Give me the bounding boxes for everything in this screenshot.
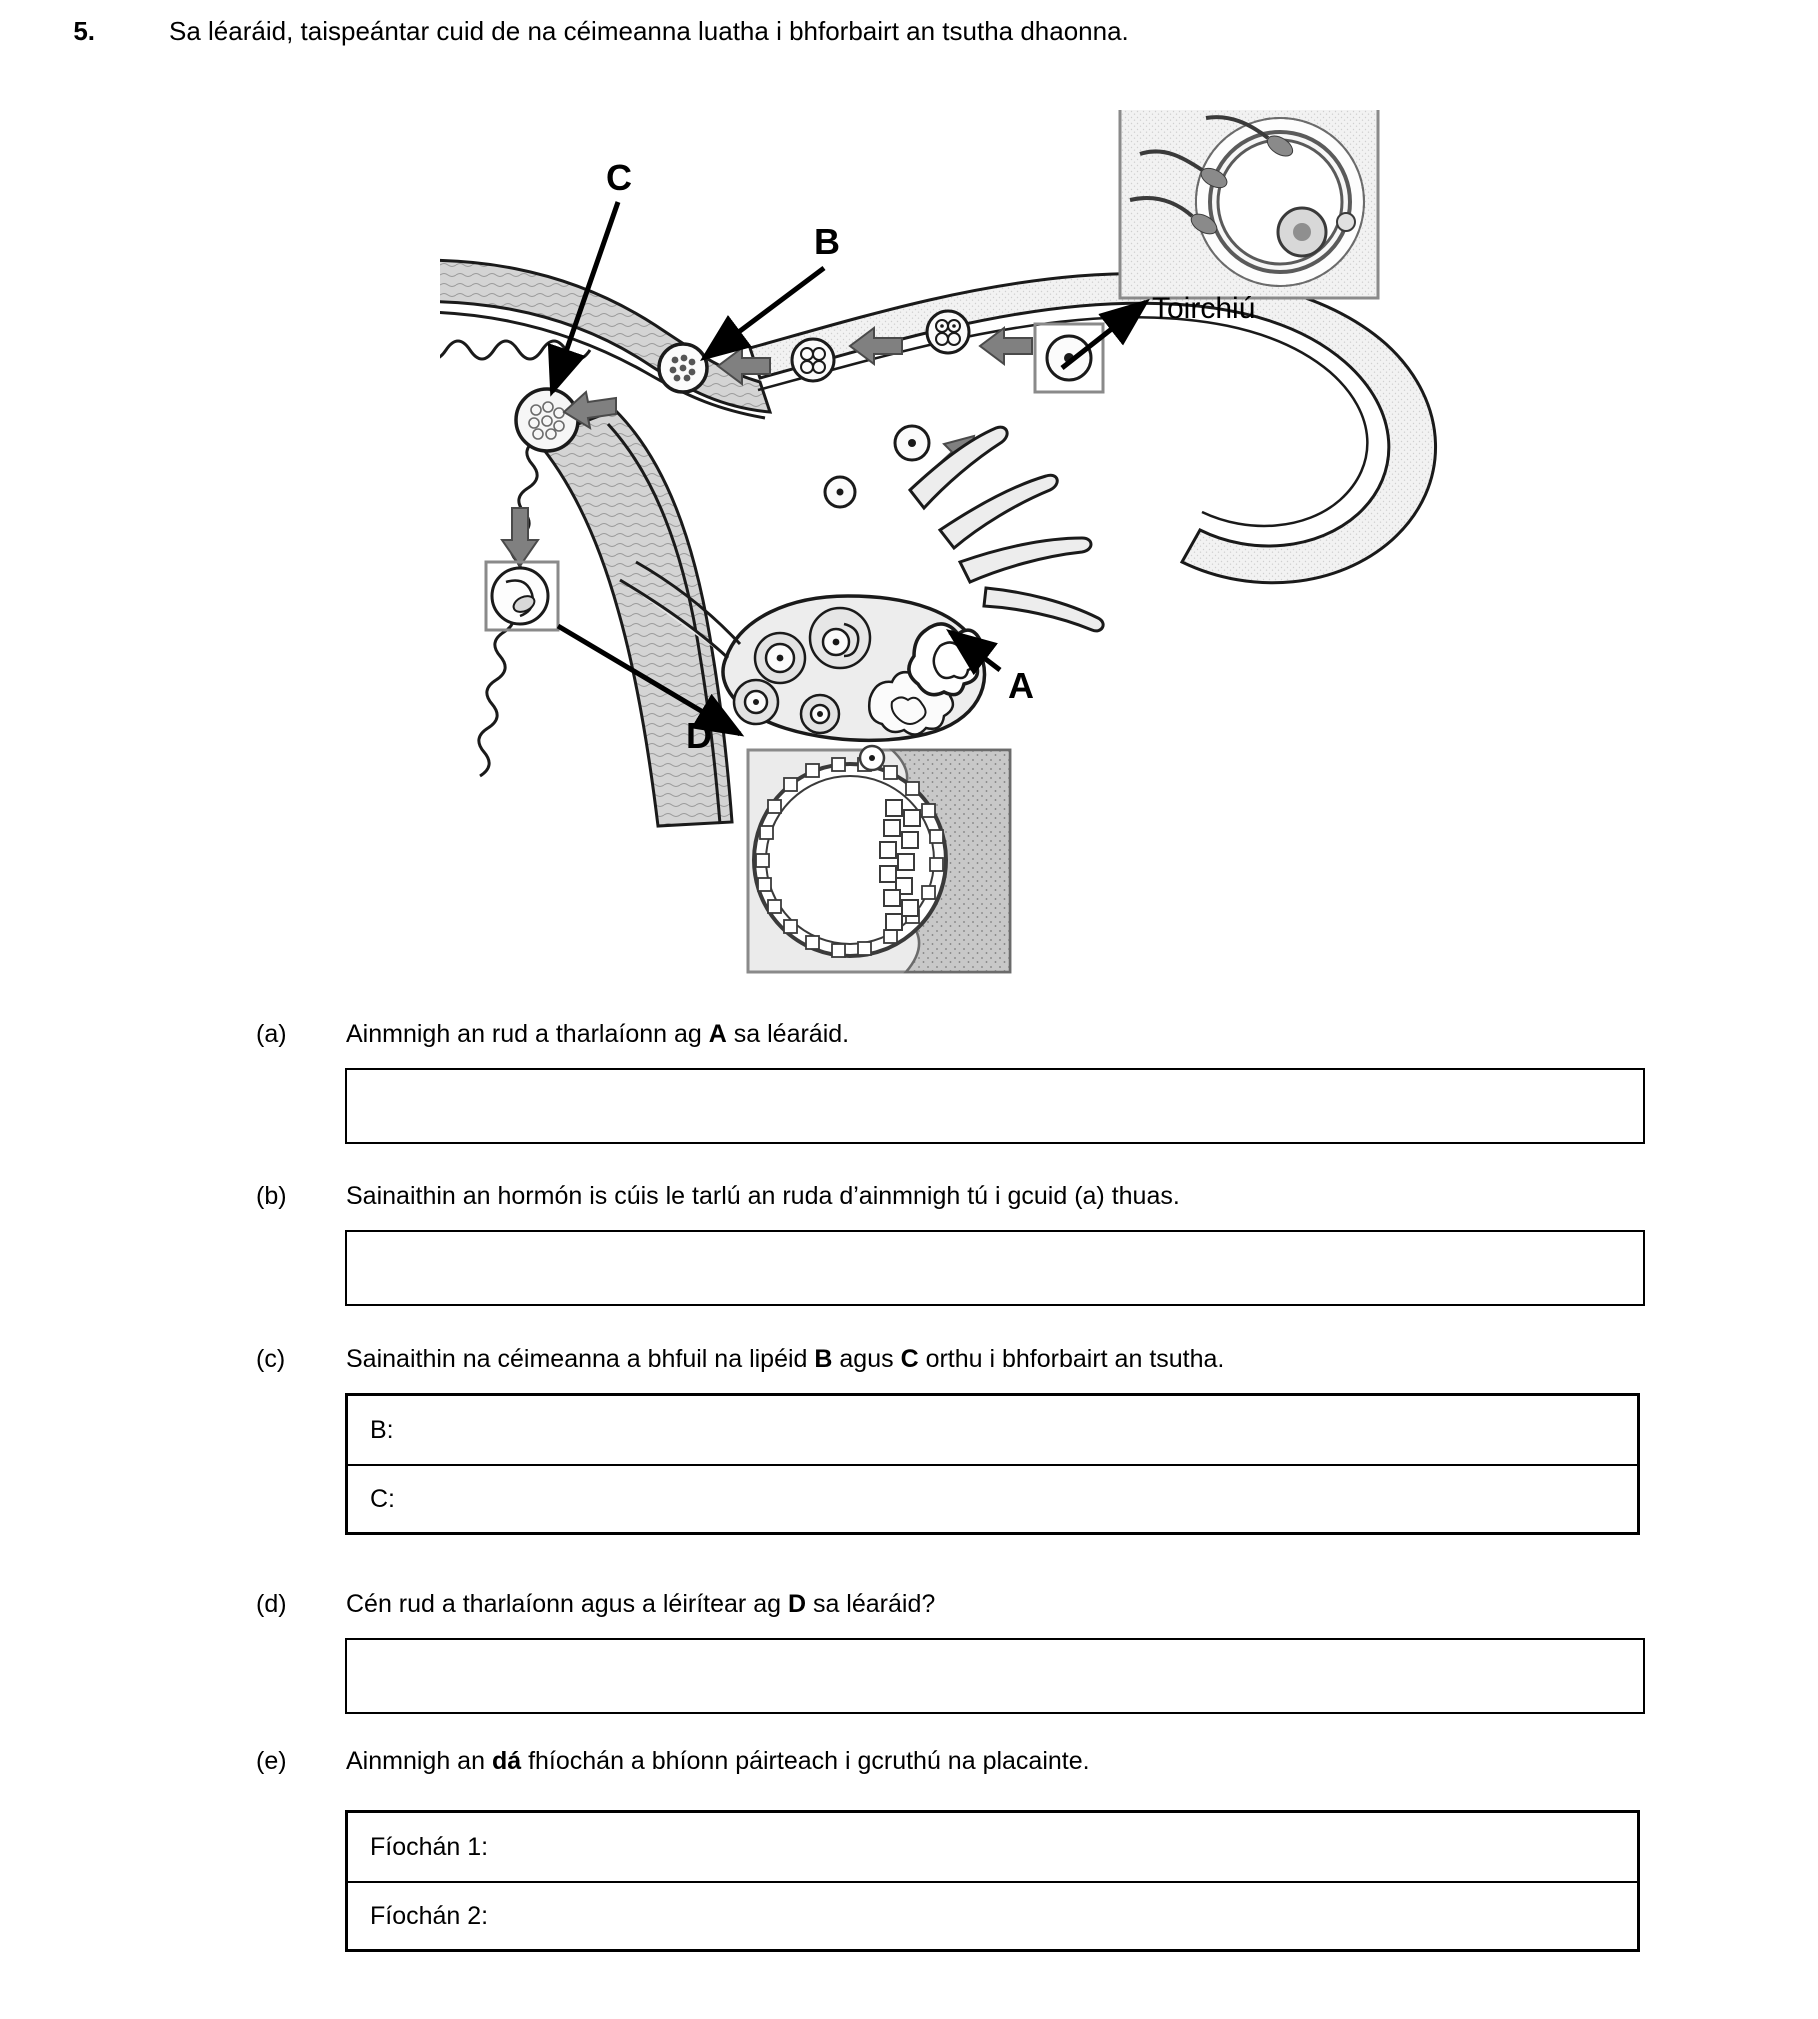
- ovary: [723, 596, 985, 740]
- question-stem: Sa léaráid, taispeántar cuid de na céimeanna luatha i bhforbairt an tsutha dhaonna.: [169, 16, 1129, 46]
- part-b-letter: (b): [256, 1182, 287, 1210]
- part-d-text: [346, 1588, 935, 1621]
- part-c-text-before: Sainaithin na céimeanna a bhfuil na lipéid: [346, 1345, 815, 1373]
- part-c-bold-c: C: [900, 1345, 919, 1373]
- part-a-text-after: sa léaráid.: [726, 1020, 850, 1048]
- answer-box-e: [345, 1810, 1640, 1952]
- part-e-text-after: fhíochán a bhíonn páirteach i gcruthú na placainte.: [521, 1747, 1090, 1775]
- answer-row-c-label: C:: [370, 1484, 395, 1513]
- answer-box-b[interactable]: [345, 1230, 1645, 1306]
- part-e-bold: dá: [491, 1747, 522, 1775]
- answer-row-tissue-2[interactable]: [348, 1881, 1637, 1949]
- fallopian-tube: [750, 274, 1436, 583]
- part-b: [0, 1180, 1818, 1213]
- part-d: [0, 1588, 1818, 1621]
- part-e-text: [346, 1745, 1090, 1778]
- label-fertilisation: Toirchiú: [1152, 292, 1256, 325]
- zygote-stage: [1035, 324, 1103, 392]
- question-number: 5.: [73, 16, 95, 46]
- part-c-letter: (c): [256, 1345, 286, 1373]
- part-d-letter: (d): [256, 1590, 287, 1618]
- answer-box-c: [345, 1393, 1640, 1535]
- answer-row-c[interactable]: [348, 1464, 1637, 1532]
- part-d-text-before: Cén rud a tharlaíonn agus a léirítear ag: [346, 1590, 788, 1618]
- part-e-text-before: Ainmnigh an: [346, 1747, 492, 1775]
- fimbriae: [910, 427, 1103, 631]
- part-e-letter: (e): [256, 1747, 287, 1775]
- part-e: [0, 1745, 1818, 1778]
- implantation-site-marker: [486, 562, 558, 630]
- answer-box-d[interactable]: [345, 1638, 1645, 1714]
- part-a-text-before: Ainmnigh an rud a tharlaíonn ag: [346, 1020, 709, 1048]
- label-b: B: [814, 221, 840, 262]
- part-c-text-after: orthu i bhforbairt an tsutha.: [918, 1345, 1225, 1373]
- answer-row-b-label: B:: [370, 1415, 394, 1444]
- reproductive-system-diagram: [440, 110, 1450, 980]
- part-d-bold: D: [787, 1590, 807, 1618]
- part-c-text-mid: agus: [832, 1345, 901, 1373]
- part-a: [0, 1018, 1818, 1051]
- implantation-inset: [748, 746, 1010, 972]
- label-d: D: [686, 715, 712, 756]
- fertilisation-inset: [1120, 110, 1378, 298]
- part-b-text: Sainaithin an hormón is cúis le tarlú an ruda d’ainmnigh tú i gcuid (a) thuas.: [346, 1182, 1180, 1210]
- answer-box-a[interactable]: [345, 1068, 1645, 1144]
- answer-row-b[interactable]: [348, 1396, 1637, 1464]
- label-c: C: [606, 157, 632, 198]
- part-d-text-after: sa léaráid?: [806, 1590, 936, 1618]
- part-a-bold: A: [708, 1020, 727, 1048]
- part-a-letter: (a): [256, 1020, 287, 1048]
- question-header: [0, 14, 1818, 49]
- label-a: A: [1008, 665, 1034, 706]
- answer-row-tissue-1-label: Fíochán 1:: [370, 1832, 489, 1861]
- morula-stage: [659, 344, 707, 392]
- part-a-text: [346, 1018, 849, 1051]
- answer-row-tissue-1[interactable]: [348, 1813, 1637, 1881]
- part-c: [0, 1343, 1818, 1376]
- answer-row-tissue-2-label: Fíochán 2:: [370, 1901, 489, 1930]
- part-c-bold-b: B: [814, 1345, 833, 1373]
- blastocyst-stage: [516, 389, 578, 451]
- part-c-text: [346, 1343, 1224, 1376]
